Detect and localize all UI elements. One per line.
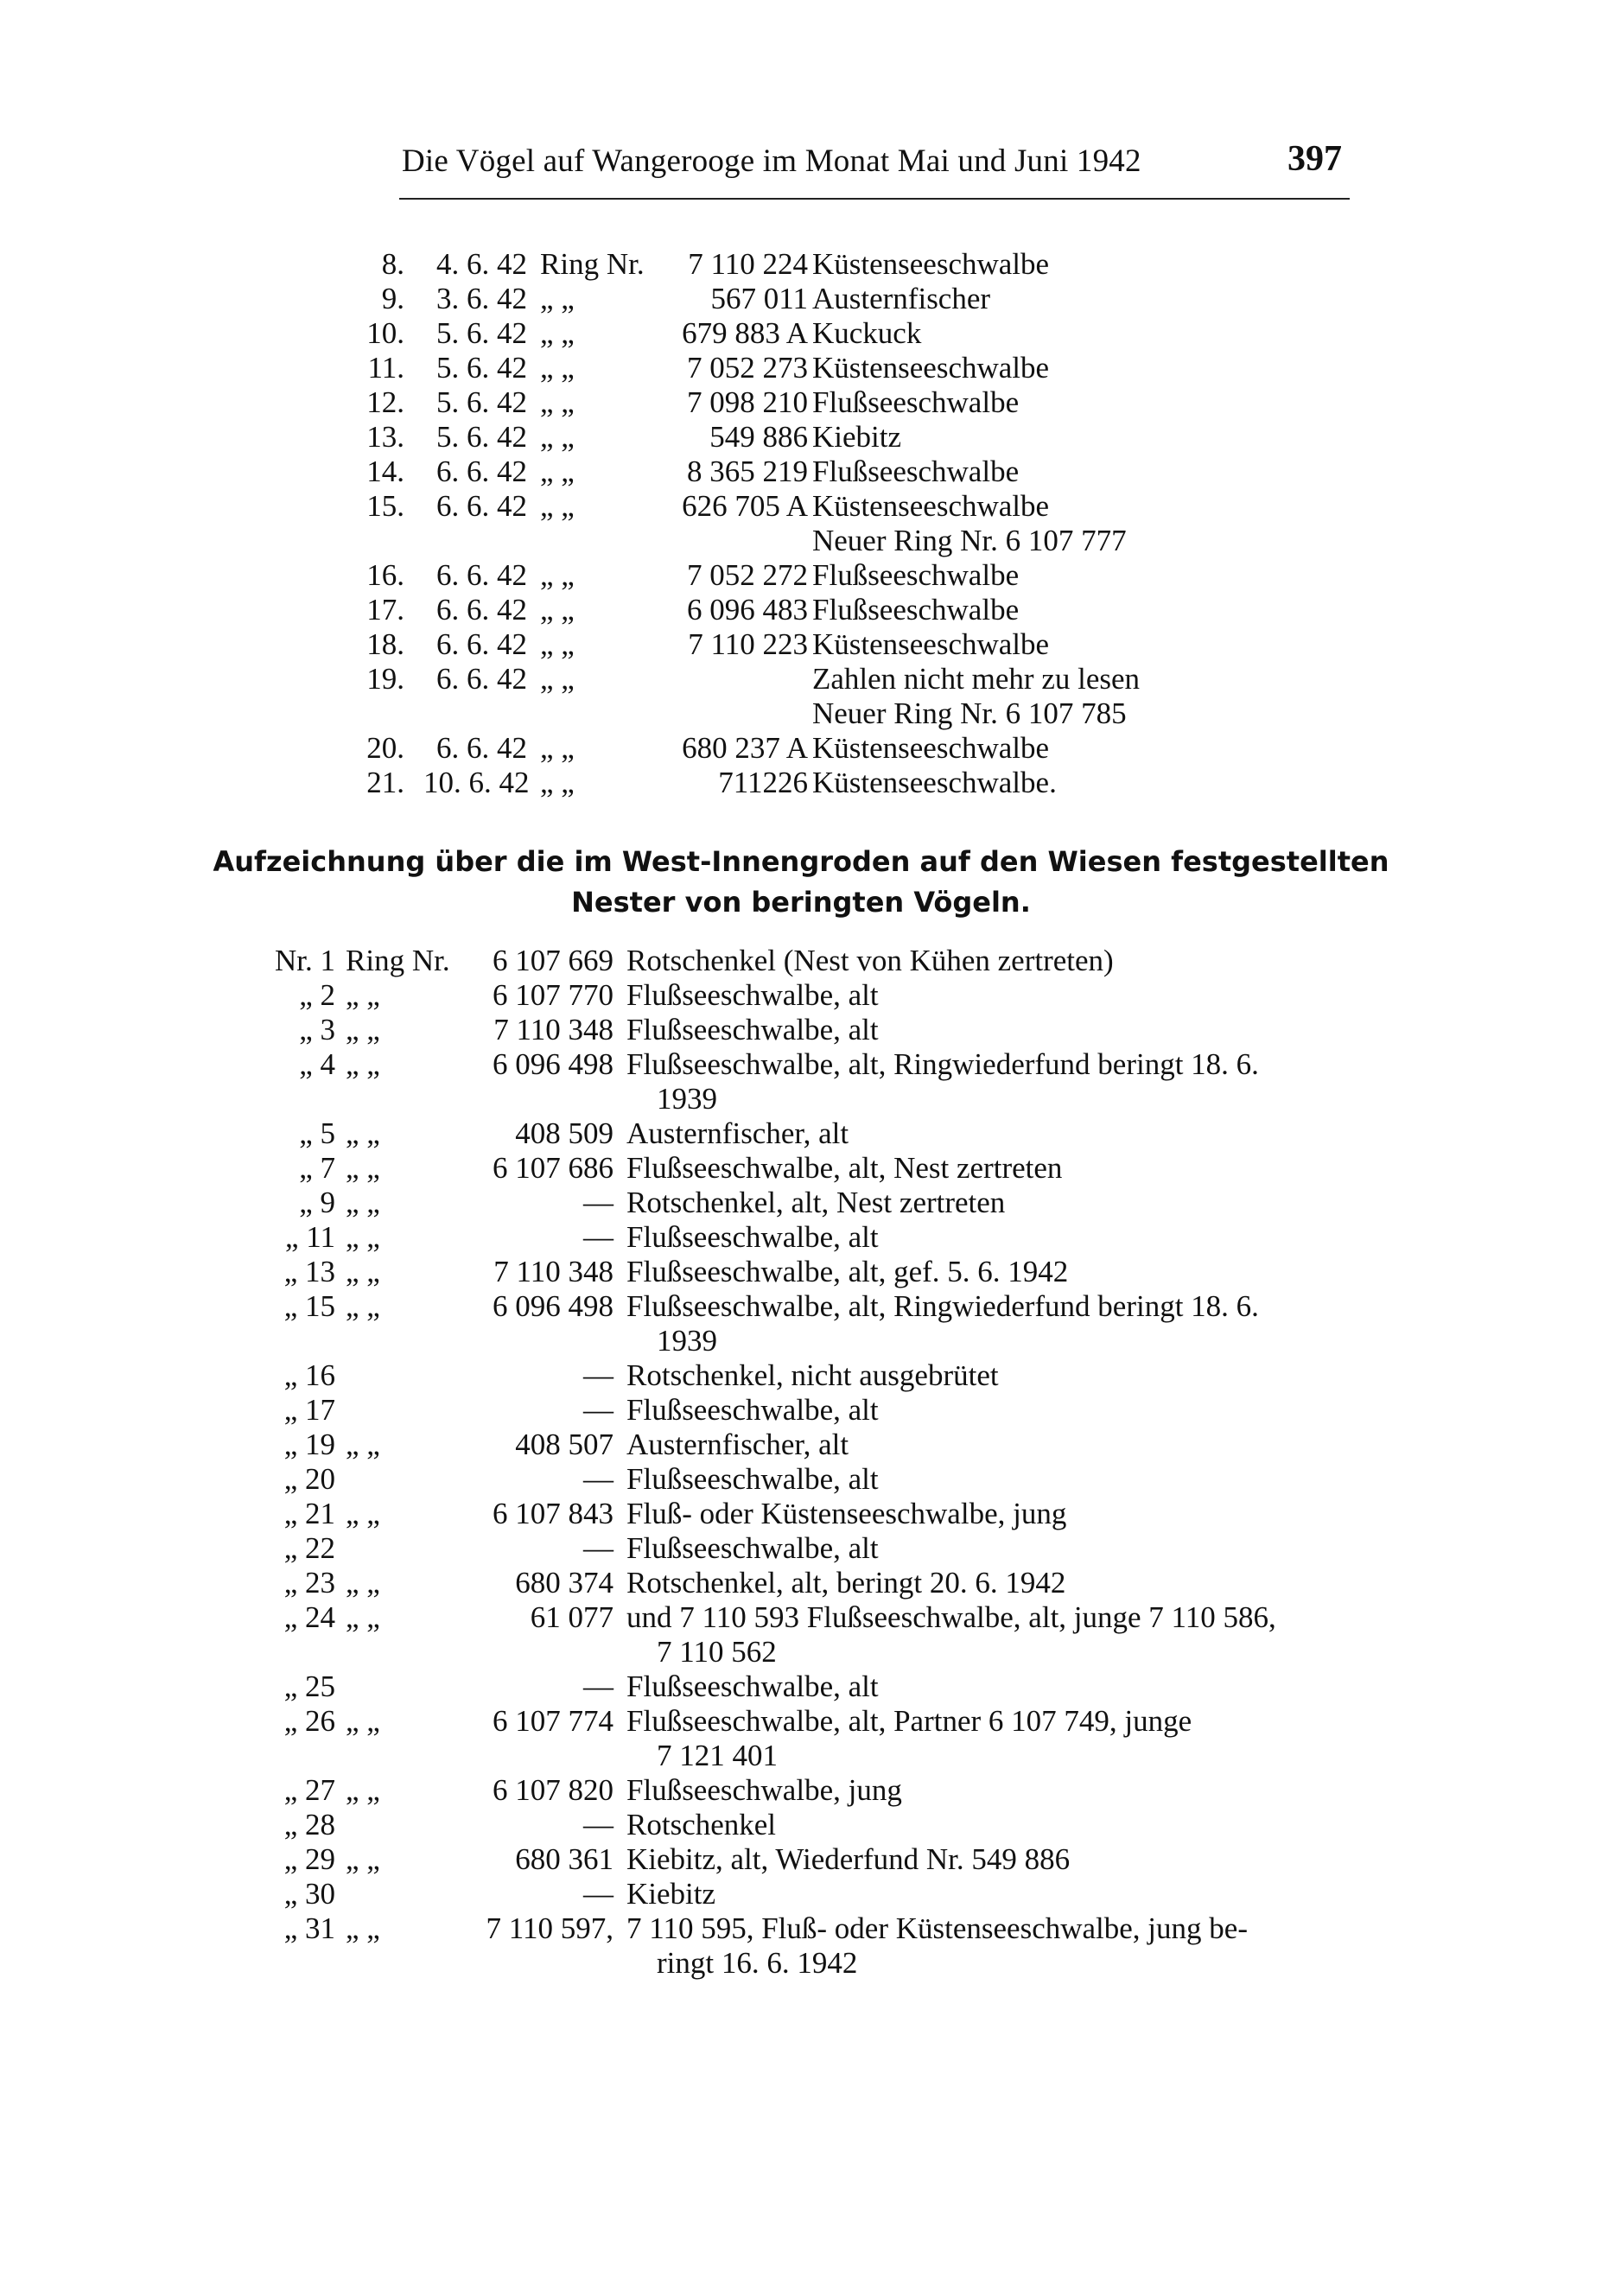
nest-note: ringt 16. 6. 1942 xyxy=(657,1946,858,1980)
record-number: 10. xyxy=(366,316,404,350)
species-note: Küstenseeschwalbe xyxy=(812,351,1050,385)
ring-number: 7 052 272 xyxy=(687,558,808,592)
nest-records-list xyxy=(0,944,1602,1981)
ring-number: 679 883 A xyxy=(682,316,808,350)
record-date: 4. 6. 42 xyxy=(436,247,527,281)
ringing-record-row xyxy=(0,455,1602,489)
species-note: Flußseeschwalbe xyxy=(812,593,1020,626)
record-date: 5. 6. 42 xyxy=(436,316,527,350)
ringing-record-row xyxy=(0,558,1602,593)
nest-record-row xyxy=(0,1358,1602,1393)
ring-label: „ „ xyxy=(346,1566,380,1600)
nest-number: „ 16 xyxy=(283,1358,335,1392)
nest-note: Flußseeschwalbe, alt xyxy=(626,1013,879,1046)
record-number: 17. xyxy=(366,593,404,626)
nest-number: „ 20 xyxy=(283,1462,335,1496)
ring-label: „ „ xyxy=(540,766,575,799)
ringing-record-row xyxy=(0,731,1602,766)
species-note: Kuckuck xyxy=(812,316,922,350)
nest-record-row xyxy=(0,1808,1602,1842)
nest-note: Rotschenkel, nicht ausgebrütet xyxy=(626,1358,999,1392)
nest-note: 7 121 401 xyxy=(657,1739,778,1772)
ring-number: — xyxy=(583,1462,613,1496)
species-note: Küstenseeschwalbe. xyxy=(812,766,1057,799)
nest-note: Flußseeschwalbe, alt, Partner 6 107 749, junge xyxy=(626,1704,1192,1738)
page-number: 397 xyxy=(1287,139,1342,179)
nest-note: Rotschenkel xyxy=(626,1808,777,1841)
species-note: Flußseeschwalbe xyxy=(812,455,1020,488)
nest-note: Austernfischer, alt xyxy=(626,1116,849,1150)
nest-note: Flußseeschwalbe, alt, Ringwiederfund beringt 18. 6. xyxy=(626,1047,1259,1081)
species-note: Küstenseeschwalbe xyxy=(812,731,1050,765)
ring-label: „ „ xyxy=(346,1600,380,1634)
ring-number: — xyxy=(583,1877,613,1911)
nest-note: Kiebitz xyxy=(626,1877,716,1911)
nest-record-row xyxy=(0,1635,1602,1670)
ring-number: 6 107 686 xyxy=(493,1151,613,1185)
ringing-record-row xyxy=(0,282,1602,316)
ring-number: — xyxy=(583,1531,613,1565)
ring-number: 7 110 348 xyxy=(493,1255,613,1288)
nest-note: Flußseeschwalbe, alt xyxy=(626,1462,879,1496)
species-note: Flußseeschwalbe xyxy=(812,385,1020,419)
nest-note: Flußseeschwalbe, jung xyxy=(626,1773,902,1807)
nest-note: 1939 xyxy=(657,1324,717,1358)
nest-note: Flußseeschwalbe, alt xyxy=(626,978,879,1012)
nest-number: „ 26 xyxy=(283,1704,335,1738)
record-date: 6. 6. 42 xyxy=(436,558,527,592)
record-date: 3. 6. 42 xyxy=(436,282,527,315)
nest-number: „ 31 xyxy=(283,1911,335,1945)
nest-record-row xyxy=(0,1220,1602,1255)
nest-record-row xyxy=(0,1462,1602,1497)
ringing-records-list xyxy=(0,247,1602,800)
ring-number: — xyxy=(583,1670,613,1703)
ring-label: „ „ xyxy=(346,1704,380,1738)
species-note: Flußseeschwalbe xyxy=(812,558,1020,592)
ring-number: 7 110 597, xyxy=(486,1911,613,1945)
species-note: Neuer Ring Nr. 6 107 777 xyxy=(812,524,1127,557)
nest-note: Kiebitz, alt, Wiederfund Nr. 549 886 xyxy=(626,1842,1071,1876)
nest-record-row xyxy=(0,1842,1602,1877)
ring-label: „ „ xyxy=(346,1220,380,1254)
ring-number: 6 107 770 xyxy=(493,978,613,1012)
record-number: 20. xyxy=(366,731,404,765)
nest-record-row xyxy=(0,1497,1602,1531)
ringing-record-row xyxy=(0,316,1602,351)
ringing-record-row xyxy=(0,489,1602,524)
record-number: 18. xyxy=(366,627,404,661)
ring-label: „ „ xyxy=(540,662,575,696)
record-date: 6. 6. 42 xyxy=(436,731,527,765)
record-number: 12. xyxy=(366,385,404,419)
nest-number: „ 5 xyxy=(299,1116,335,1150)
ringing-record-row xyxy=(0,247,1602,282)
nest-note: Rotschenkel (Nest von Kühen zertreten) xyxy=(626,944,1114,977)
nest-record-row xyxy=(0,1946,1602,1981)
ring-label: Ring Nr. xyxy=(346,944,450,977)
nest-record-row xyxy=(0,1324,1602,1358)
nest-number: „ 4 xyxy=(299,1047,335,1081)
nest-note: und 7 110 593 Flußseeschwalbe, alt, junge 7 110 586, xyxy=(626,1600,1276,1634)
record-date: 6. 6. 42 xyxy=(436,455,527,488)
nest-note: Flußseeschwalbe, alt xyxy=(626,1531,879,1565)
ring-label: „ „ xyxy=(346,1047,380,1081)
nest-number: „ 21 xyxy=(283,1497,335,1530)
ring-number: 680 374 xyxy=(515,1566,613,1600)
ring-number: 8 365 219 xyxy=(687,455,808,488)
species-note: Küstenseeschwalbe xyxy=(812,489,1050,523)
nest-record-row xyxy=(0,1773,1602,1808)
ring-number: — xyxy=(583,1393,613,1427)
page-header xyxy=(0,0,1602,207)
nest-number: „ 11 xyxy=(285,1220,335,1254)
record-number: 16. xyxy=(366,558,404,592)
nest-note: Flußseeschwalbe, alt xyxy=(626,1670,879,1703)
species-note: Neuer Ring Nr. 6 107 785 xyxy=(812,696,1127,730)
ring-label: „ „ xyxy=(540,316,575,350)
ring-label: „ „ xyxy=(346,1151,380,1185)
header-divider xyxy=(399,198,1350,200)
nest-record-row xyxy=(0,1704,1602,1739)
ringing-record-row xyxy=(0,385,1602,420)
record-date: 5. 6. 42 xyxy=(436,420,527,454)
nest-note: 7 110 595, Fluß- oder Küstenseeschwalbe, jung be- xyxy=(626,1911,1248,1945)
ring-number: — xyxy=(583,1186,613,1219)
record-date: 6. 6. 42 xyxy=(436,489,527,523)
nest-number: „ 23 xyxy=(283,1566,335,1600)
nest-note: Rotschenkel, alt, Nest zertreten xyxy=(626,1186,1006,1219)
nest-note: Flußseeschwalbe, alt xyxy=(626,1393,879,1427)
nest-record-row xyxy=(0,1255,1602,1289)
record-number: 11. xyxy=(367,351,404,385)
ringing-record-row xyxy=(0,766,1602,800)
ring-label: „ „ xyxy=(346,1289,380,1323)
ringing-record-row xyxy=(0,662,1602,696)
ring-label: „ „ xyxy=(346,1497,380,1530)
nest-number: „ 28 xyxy=(283,1808,335,1841)
nest-note: Fluß- oder Küstenseeschwalbe, jung xyxy=(626,1497,1067,1530)
nest-number: „ 3 xyxy=(299,1013,335,1046)
species-note: Austernfischer xyxy=(812,282,991,315)
ring-number: 408 509 xyxy=(515,1116,613,1150)
species-note: Küstenseeschwalbe xyxy=(812,247,1050,281)
nest-record-row xyxy=(0,1600,1602,1635)
ring-number: 7 110 348 xyxy=(493,1013,613,1046)
record-date: 5. 6. 42 xyxy=(436,351,527,385)
nest-record-row xyxy=(0,1393,1602,1428)
ring-number: 680 237 A xyxy=(682,731,808,765)
species-note: Kiebitz xyxy=(812,420,902,454)
ring-number: — xyxy=(583,1808,613,1841)
nest-record-row xyxy=(0,944,1602,978)
nest-record-row xyxy=(0,1116,1602,1151)
nest-number: „ 22 xyxy=(283,1531,335,1565)
ring-label: „ „ xyxy=(540,627,575,661)
nest-record-row xyxy=(0,1428,1602,1462)
record-number: 8. xyxy=(381,247,404,281)
ring-number: 7 110 223 xyxy=(688,627,808,661)
record-number: 19. xyxy=(366,662,404,696)
nest-note: Flußseeschwalbe, alt, Nest zertreten xyxy=(626,1151,1063,1185)
ringing-record-row xyxy=(0,696,1602,731)
nest-record-row xyxy=(0,1566,1602,1600)
nest-note: Flußseeschwalbe, alt, gef. 5. 6. 1942 xyxy=(626,1255,1069,1288)
ring-label: „ „ xyxy=(346,1186,380,1219)
ring-number: 567 011 xyxy=(710,282,808,315)
ringing-record-row xyxy=(0,420,1602,455)
ring-number: 680 361 xyxy=(515,1842,613,1876)
nest-number: „ 30 xyxy=(283,1877,335,1911)
ring-number: 7 110 224 xyxy=(688,247,808,281)
ring-label: „ „ xyxy=(540,489,575,523)
nest-number: „ 2 xyxy=(299,978,335,1012)
ring-number: 549 886 xyxy=(709,420,808,454)
ringing-record-row xyxy=(0,593,1602,627)
ring-label: „ „ xyxy=(540,420,575,454)
record-date: 10. 6. 42 xyxy=(423,766,530,799)
ring-number: — xyxy=(583,1358,613,1392)
ring-number: 61 077 xyxy=(530,1600,613,1634)
record-number: 14. xyxy=(366,455,404,488)
nest-record-row xyxy=(0,1289,1602,1324)
nest-record-row xyxy=(0,1047,1602,1082)
nest-number: „ 7 xyxy=(299,1151,335,1185)
ring-label: „ „ xyxy=(346,1842,380,1876)
nest-number: „ 27 xyxy=(283,1773,335,1807)
nest-number: „ 25 xyxy=(283,1670,335,1703)
ring-label: „ „ xyxy=(540,558,575,592)
nest-record-row xyxy=(0,1877,1602,1911)
nest-number: „ 13 xyxy=(283,1255,335,1288)
nest-number: „ 17 xyxy=(283,1393,335,1427)
nest-number: „ 24 xyxy=(283,1600,335,1634)
ring-number: 626 705 A xyxy=(682,489,808,523)
ring-number: 6 107 774 xyxy=(493,1704,613,1738)
ring-number: — xyxy=(583,1220,613,1254)
ring-number: 6 096 498 xyxy=(493,1289,613,1323)
nest-record-row xyxy=(0,1531,1602,1566)
ring-number: 6 107 820 xyxy=(493,1773,613,1807)
ring-number: 408 507 xyxy=(515,1428,613,1461)
ring-label: „ „ xyxy=(540,385,575,419)
record-number: 15. xyxy=(366,489,404,523)
ring-number: 711226 xyxy=(718,766,808,799)
nest-record-row xyxy=(0,1186,1602,1220)
species-note: Zahlen nicht mehr zu lesen xyxy=(812,662,1141,696)
nest-note: 7 110 562 xyxy=(657,1635,777,1669)
nest-number: „ 15 xyxy=(283,1289,335,1323)
nest-note: Flußseeschwalbe, alt xyxy=(626,1220,879,1254)
record-date: 6. 6. 42 xyxy=(436,627,527,661)
nest-number: „ 29 xyxy=(283,1842,335,1876)
ring-number: 7 052 273 xyxy=(687,351,808,385)
ring-label: „ „ xyxy=(346,1773,380,1807)
record-number: 9. xyxy=(381,282,404,315)
nest-record-row xyxy=(0,1739,1602,1773)
ringing-record-row xyxy=(0,524,1602,558)
ring-number: 6 096 483 xyxy=(687,593,808,626)
ring-label: „ „ xyxy=(540,351,575,385)
nest-note: Rotschenkel, alt, beringt 20. 6. 1942 xyxy=(626,1566,1066,1600)
section-title-line-1: Aufzeichnung über die im West-Innengroden auf den Wiesen festgestellten xyxy=(213,845,1389,878)
nest-number: Nr. 1 xyxy=(275,944,335,977)
section-title-line-2: Nester von beringten Vögeln. xyxy=(571,886,1031,919)
ring-number: 6 096 498 xyxy=(493,1047,613,1081)
ring-label: „ „ xyxy=(346,1911,380,1945)
ring-number: 6 107 669 xyxy=(493,944,613,977)
nest-record-row xyxy=(0,978,1602,1013)
nest-record-row xyxy=(0,1013,1602,1047)
nest-note: Austernfischer, alt xyxy=(626,1428,849,1461)
record-date: 6. 6. 42 xyxy=(436,593,527,626)
nest-number: „ 19 xyxy=(283,1428,335,1461)
ring-label: „ „ xyxy=(540,282,575,315)
ringing-record-row xyxy=(0,627,1602,662)
nest-record-row xyxy=(0,1670,1602,1704)
record-number: 13. xyxy=(366,420,404,454)
nest-number: „ 9 xyxy=(299,1186,335,1219)
ring-number: 6 107 843 xyxy=(493,1497,613,1530)
ringing-record-row xyxy=(0,351,1602,385)
ring-label: „ „ xyxy=(540,731,575,765)
ring-number: 7 098 210 xyxy=(687,385,808,419)
record-date: 6. 6. 42 xyxy=(436,662,527,696)
ring-label: „ „ xyxy=(346,1116,380,1150)
nest-record-row xyxy=(0,1911,1602,1946)
ring-label: „ „ xyxy=(346,1013,380,1046)
ring-label: „ „ xyxy=(346,1255,380,1288)
nest-note: 1939 xyxy=(657,1082,717,1116)
ring-label: Ring Nr. xyxy=(540,247,645,281)
nest-record-row xyxy=(0,1151,1602,1186)
nest-note: Flußseeschwalbe, alt, Ringwiederfund beringt 18. 6. xyxy=(626,1289,1259,1323)
nest-record-row xyxy=(0,1082,1602,1116)
ring-label: „ „ xyxy=(540,455,575,488)
ring-label: „ „ xyxy=(540,593,575,626)
ring-label: „ „ xyxy=(346,1428,380,1461)
record-number: 21. xyxy=(366,766,404,799)
species-note: Küstenseeschwalbe xyxy=(812,627,1050,661)
record-date: 5. 6. 42 xyxy=(436,385,527,419)
running-title: Die Vögel auf Wangerooge im Monat Mai und Juni 1942 xyxy=(402,143,1141,179)
ring-label: „ „ xyxy=(346,978,380,1012)
